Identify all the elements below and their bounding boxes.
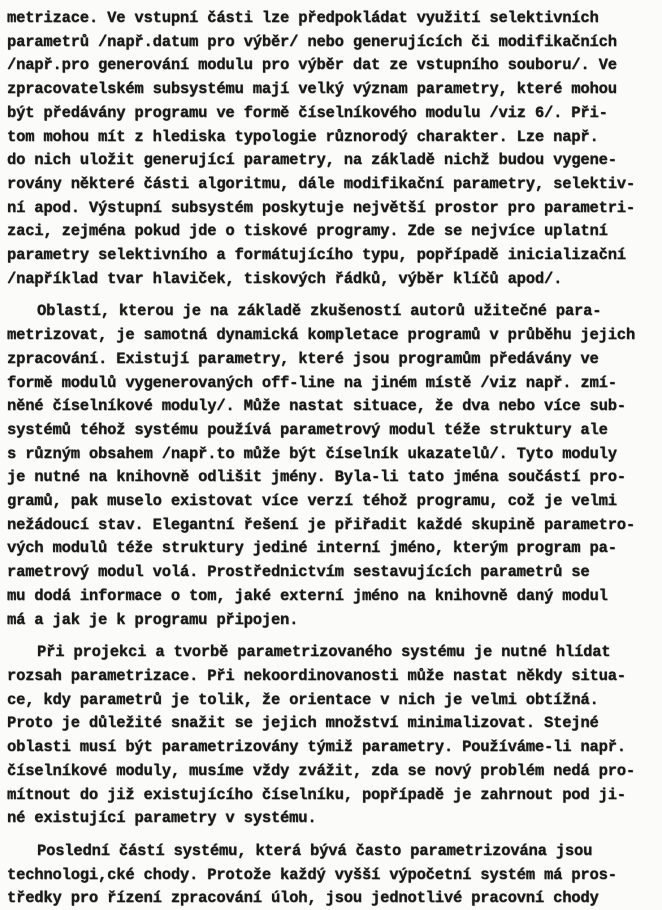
text-line: metrizovat, je samotná dynamická kompletace programů v průběhu jejich — [7, 326, 636, 345]
text-line: Poslední částí systému, která bývá často parametrizována jsou — [37, 841, 593, 860]
paragraph — [7, 641, 658, 831]
text-line: Proto je důležité snažit se jejich množství minimalizovat. Stejné — [7, 714, 599, 733]
text-line: je nutné na knihovně odlišit jmény. Byla-li tato jména součástí pro- — [7, 468, 626, 487]
text-line: mu dodá informace o tom, jaké externí jméno na knihovně daný modul — [7, 586, 608, 605]
text-line: zpracování. Existují parametry, které jsou programům předávány ve — [7, 349, 599, 368]
document-body — [7, 7, 658, 910]
text-line: s různým obsahem /např.to může být číselník ukazatelů/. Tyto moduly — [7, 444, 617, 463]
text-line: do nich uložit generující parametry, na základě nichž budou vygene- — [7, 151, 617, 170]
text-line: Oblastí, kterou je na základě zkušeností autorů užitečné para- — [37, 302, 602, 321]
text-line: má a jak je k programu připojen. — [7, 610, 299, 629]
text-line: ní apod. Výstupní subsystém poskytuje největší prostor pro parametri- — [7, 198, 636, 217]
text-line: rametrový modul volá. Prostřednictvím sestavujících parametrů se — [7, 563, 590, 582]
text-line: rozsah parametrizace. Při nekoordinovanosti může nastat někdy situa- — [7, 666, 626, 685]
text-line: číselníkové moduly, musíme vždy zvážit, zda se nový problém nedá pro- — [7, 761, 636, 780]
text-line: systémů téhož systému používá parametrový modul téže struktury ale — [7, 420, 608, 439]
text-line: zaci, zejména pokud jde o tiskové programy. Zde se nejvíce uplatní — [7, 222, 608, 241]
text-line: formě modulů vygenerovaných off-line na jiném místě /viz např. zmí- — [7, 373, 617, 392]
text-line: né existující parametry v systému. — [7, 809, 317, 828]
text-line: zpracovatelském subsystému mají velký význam parametry, které mohou — [7, 80, 617, 99]
text-line: technologi,cké chody. Protože každý vyšší výpočetní systém má pros- — [7, 865, 617, 884]
text-line: nežádoucí stav. Elegantní řešení je přiřadit každé skupině parametro- — [7, 515, 636, 534]
text-line: metrizace. Ve vstupní části lze předpokládat využití selektivních — [7, 9, 599, 27]
paragraph — [7, 7, 658, 291]
text-line: parametrů /např.datum pro výběr/ nebo generujících či modifikačních — [7, 32, 617, 51]
text-line: /např.pro generování modulu pro výběr dat ze vstupního souboru/. Ve — [7, 56, 617, 75]
text-line: tředky pro řízení zpracování úloh, jsou jednotlivé pracovní chody — [7, 889, 599, 908]
text-line: vých modulů téže struktury jediné interní jméno, kterým program pa- — [7, 539, 617, 558]
text-line: oblasti musí být parametrizovány týmiž parametry. Používáme-li např. — [7, 738, 626, 757]
paragraph — [7, 300, 658, 632]
text-line: tom mohou mít z hlediska typologie různorodý charakter. Lze např. — [7, 127, 599, 146]
text-line: parametry selektivního a formátujícího typu, popřípadě inicializační — [7, 246, 626, 265]
text-line: být předávány programu ve formě číselníkového modulu /viz 6/. Při- — [7, 103, 608, 122]
text-line: rovány některé části algoritmu, dále modifikační parametry, selektiv- — [7, 174, 636, 193]
text-line: Při projekci a tvorbě parametrizovaného systému je nutné hlídat — [37, 643, 611, 662]
text-line: něné číselníkové moduly/. Může nastat situace, že dva nebo více sub- — [7, 397, 626, 416]
text-line: mítnout do již existujícího číselníku, popřípadě je zahrnout pod ji- — [7, 785, 626, 804]
text-line: ce, kdy parametrů je tolik, že orientace v nich je velmi obtížná. — [7, 690, 599, 709]
text-line: gramů, pak muselo existovat více verzí téhož programu, což je velmi — [7, 492, 617, 511]
text-line: /například tvar hlaviček, tiskových řádků, výběr klíčů apod/. — [7, 269, 563, 288]
paragraph — [7, 840, 658, 910]
